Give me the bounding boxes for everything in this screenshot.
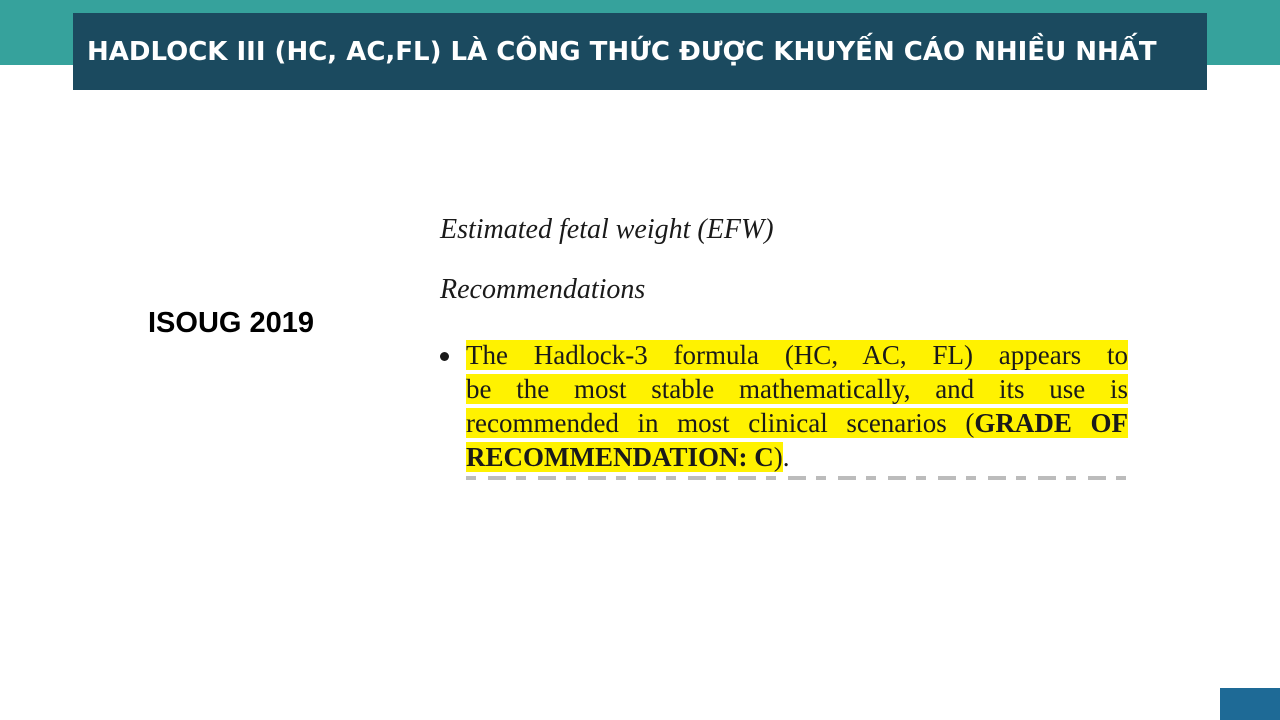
slide-title: HADLOCK III (HC, AC,FL) LÀ CÔNG THỨC ĐƯỢC KHUYẾN CÁO NHIỀU NHẤT — [87, 36, 1157, 67]
recommendation-line — [466, 338, 1128, 372]
recommendation-text: recommended in most clinical scenarios ( — [466, 408, 975, 438]
guideline-excerpt-image — [438, 208, 1138, 480]
recommendation-line — [466, 372, 1128, 406]
recommendation-line — [466, 406, 1128, 440]
excerpt-subheading: Recommendations — [440, 274, 646, 305]
recommendation-line — [466, 440, 1128, 474]
corner-accent-block — [1220, 688, 1280, 720]
highlighted-text — [466, 408, 1128, 438]
grade-text: GRADE OF — [974, 408, 1128, 438]
closing-period: . — [782, 442, 790, 472]
title-banner — [73, 13, 1207, 90]
grade-text: RECOMMENDATION: C — [466, 442, 774, 472]
closing-parenthesis: ) — [773, 442, 783, 472]
highlighted-text: The Hadlock-3 formula (HC, AC, FL) appears to — [466, 340, 1128, 370]
highlighted-text — [466, 442, 783, 472]
source-label: ISOUG 2019 — [148, 307, 315, 339]
excerpt-heading: Estimated fetal weight (EFW) — [440, 214, 774, 245]
bullet-icon — [440, 352, 449, 361]
cropped-next-line — [466, 474, 1128, 480]
highlighted-text: be the most stable mathematically, and its use is — [466, 374, 1128, 404]
